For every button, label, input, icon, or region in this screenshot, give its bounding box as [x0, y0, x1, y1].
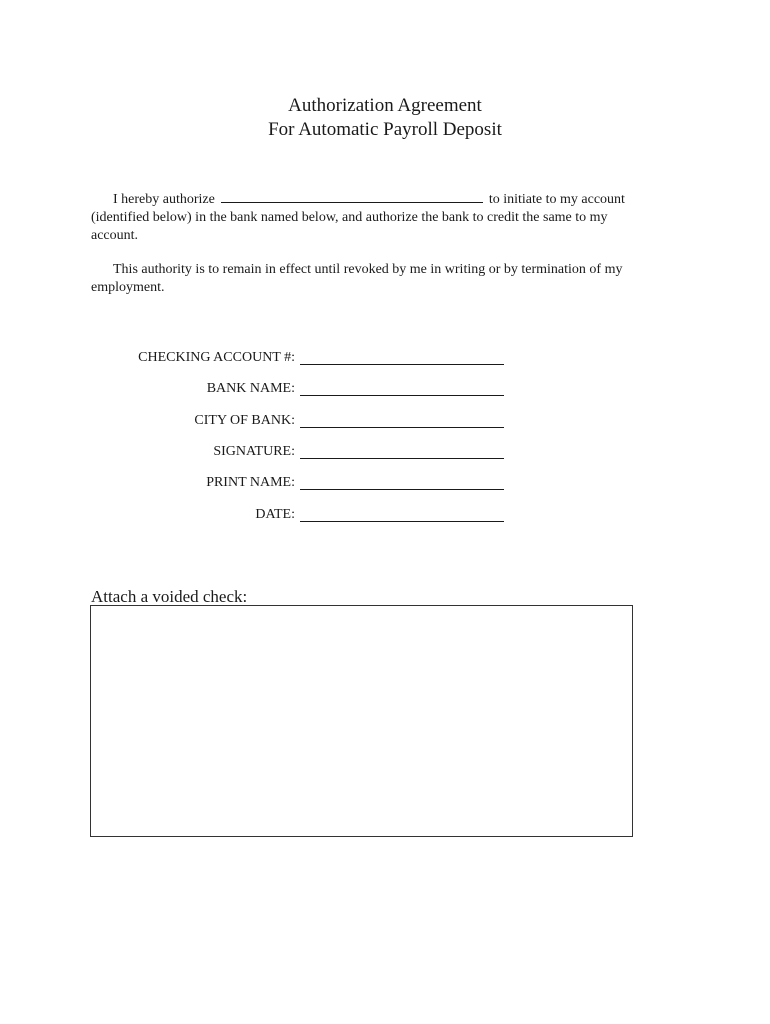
authority-paragraph: [91, 261, 651, 297]
checking-account-label: CHECKING ACCOUNT #:: [138, 350, 295, 365]
authorize-text: I hereby authorize: [113, 192, 215, 207]
city-of-bank-field[interactable]: [300, 427, 504, 428]
date-row: [0, 506, 770, 526]
bank-name-field[interactable]: [300, 395, 504, 396]
checking-account-field[interactable]: [300, 364, 504, 365]
print-name-row: [0, 474, 770, 494]
print-name-label: PRINT NAME:: [206, 475, 295, 490]
city-of-bank-row: [0, 412, 770, 432]
date-label: DATE:: [255, 507, 295, 522]
document-title: Authorization Agreement: [288, 95, 482, 116]
authority-text: This authority is to remain in effect until revoked by me in writing or by termination of my employment.: [91, 262, 623, 295]
document-subtitle: For Automatic Payroll Deposit: [268, 119, 502, 140]
bank-name-row: [0, 380, 770, 400]
date-field[interactable]: [300, 521, 504, 522]
city-of-bank-label: CITY OF BANK:: [194, 413, 295, 428]
bank-name-label: BANK NAME:: [206, 381, 295, 396]
signature-field[interactable]: [300, 458, 504, 459]
signature-row: [0, 443, 770, 463]
employer-name-blank[interactable]: [221, 189, 483, 203]
attach-voided-check-label: Attach a voided check:: [91, 587, 248, 606]
authorization-continuation-text: account (identified below) in the bank named below, and authorize the bank to credit the same to my account.: [91, 192, 625, 243]
voided-check-box[interactable]: [90, 605, 633, 837]
signature-label: SIGNATURE:: [213, 444, 295, 459]
authorization-paragraph: [91, 189, 651, 245]
checking-account-row: [0, 349, 770, 369]
initiate-text: to initiate to my: [488, 192, 578, 207]
print-name-field[interactable]: [300, 489, 504, 490]
